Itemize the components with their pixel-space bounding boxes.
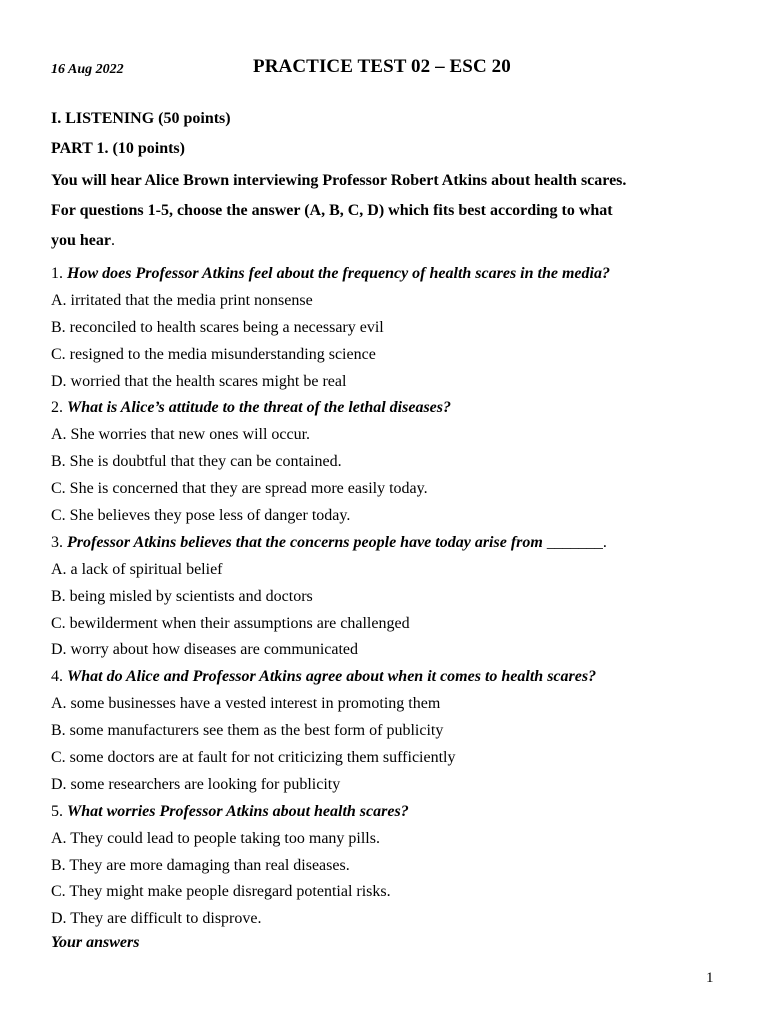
question-3-option-c: C. bewilderment when their assumptions are challenged (51, 614, 410, 632)
question-list (51, 262, 731, 934)
question-number: 4. (51, 668, 63, 686)
question-2-stem (51, 396, 731, 423)
question-number: 1. (51, 265, 63, 282)
part-heading: PART 1. (10 points) (51, 140, 185, 157)
question-text: Professor Atkins believes that the concerns people have today arise from (67, 533, 543, 551)
question-number: 5. (51, 802, 63, 820)
question-5-option-a: A. They could lead to people taking too many pills. (51, 829, 380, 847)
question-3-option-d: D. worry about how diseases are communicated (51, 641, 359, 659)
question-3-option-b: B. being misled by scientists and doctors (51, 587, 313, 605)
question-3-option-a: A. a lack of spiritual belief (51, 560, 223, 578)
question-4-stem (51, 665, 731, 692)
question-1-option-b: B. reconciled to health scares being a necessary evil (51, 318, 384, 336)
question-4-option-a: A. some businesses have a vested interest in promoting them (51, 695, 441, 713)
question-text: How does Professor Atkins feel about the frequency of health scares in the media? (67, 265, 610, 282)
answers-label: Your answers (51, 934, 140, 951)
question-5-option-d: D. They are difficult to disprove. (51, 910, 262, 928)
question-1-option-a: A. irritated that the media print nonsense (51, 291, 313, 309)
question-1-option-d: D. worried that the health scares might be real (51, 372, 347, 390)
question-2-option-b: B. She is doubtful that they can be contained. (51, 453, 342, 471)
page-header (51, 56, 717, 82)
question-4-option-c: C. some doctors are at fault for not criticizing them sufficiently (51, 749, 456, 767)
question-text: What is Alice’s attitude to the threat of the lethal diseases? (67, 399, 452, 417)
answer-blank: _______. (546, 533, 607, 551)
instruction-line-1: You will hear Alice Brown interviewing Professor Robert Atkins about health scares. (51, 172, 627, 189)
instruction-line-2: For questions 1-5, choose the answer (A, B, C, D) which fits best according to what (51, 202, 613, 219)
question-text: What worries Professor Atkins about health scares? (67, 802, 409, 820)
question-4-option-b: B. some manufacturers see them as the best form of publicity (51, 722, 444, 740)
question-5-option-b: B. They are more damaging than real diseases. (51, 856, 350, 874)
question-5-option-c: C. They might make people disregard potential risks. (51, 883, 391, 901)
question-2-option-a: A. She worries that new ones will occur. (51, 426, 311, 444)
question-3-stem (51, 531, 731, 558)
page-title: PRACTICE TEST 02 – ESC 20 (253, 56, 511, 77)
instructions (51, 166, 717, 256)
question-2-option-c: C. She is concerned that they are spread more easily today. (51, 480, 428, 498)
question-number: 2. (51, 399, 63, 417)
section-heading: I. LISTENING (50 points) (51, 110, 231, 127)
instruction-line-3: you hear. (51, 232, 115, 249)
question-1-stem (51, 262, 731, 289)
question-1-option-c: C. resigned to the media misunderstanding science (51, 345, 376, 363)
question-text: What do Alice and Professor Atkins agree about when it comes to health scares? (67, 668, 597, 686)
question-4-option-d: D. some researchers are looking for publicity (51, 775, 341, 793)
question-2-option-d: C. She believes they pose less of danger today. (51, 507, 351, 525)
question-number: 3. (51, 533, 63, 551)
page-number: 1 (706, 970, 714, 986)
test-date: 16 Aug 2022 (51, 62, 124, 77)
question-5-stem (51, 800, 731, 827)
